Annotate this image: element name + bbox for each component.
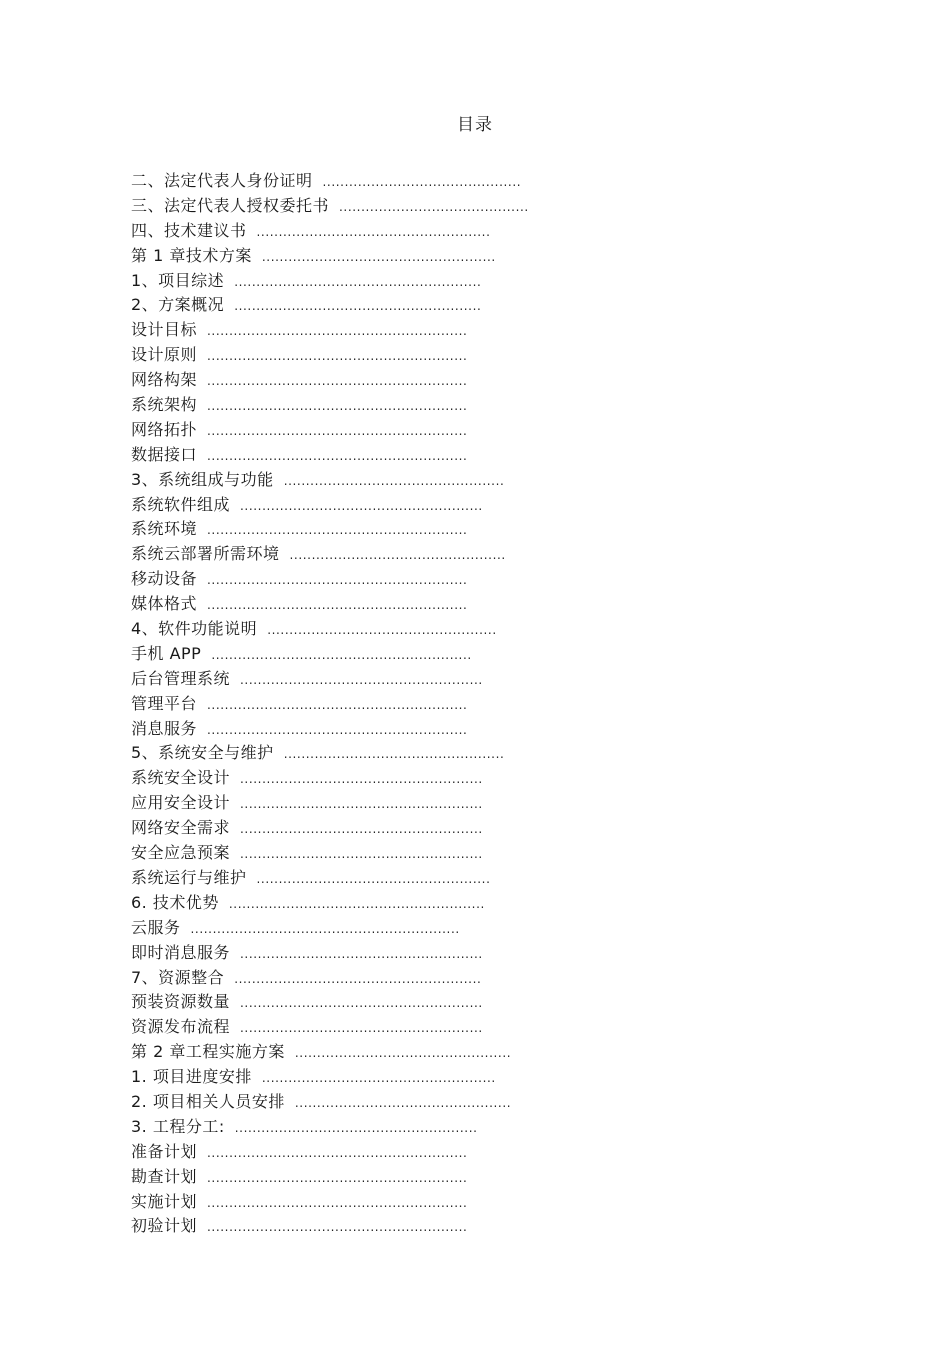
toc-dot-leader: ........................................................... xyxy=(207,349,468,364)
toc-entry-label: 3. 工程分工: xyxy=(131,1116,225,1136)
toc-entry[interactable] xyxy=(131,1190,529,1215)
toc-entry-label: 安全应急预案 xyxy=(131,843,231,863)
toc-entry[interactable] xyxy=(131,1214,529,1239)
toc-entry[interactable] xyxy=(131,841,529,866)
toc-dot-leader: ....................................................... xyxy=(234,1120,478,1135)
toc-dot-leader: ..................................................... xyxy=(261,249,496,264)
toc-entry-label: 即时消息服务 xyxy=(131,942,231,962)
toc-dot-leader: ........................................................... xyxy=(207,598,468,613)
toc-entry-label: 3、系统组成与功能 xyxy=(131,469,274,489)
toc-entry-label: 系统环境 xyxy=(131,519,198,539)
toc-entry-label: 设计目标 xyxy=(131,320,198,340)
toc-entry[interactable] xyxy=(131,542,529,567)
toc-entry[interactable] xyxy=(131,642,529,667)
toc-entry[interactable] xyxy=(131,791,529,816)
toc-entry-label: 网络构架 xyxy=(131,370,198,390)
toc-dot-leader: ..................................................... xyxy=(256,224,491,239)
toc-dot-leader: ........................................... xyxy=(339,199,529,214)
toc-dot-leader: ....................................................... xyxy=(240,498,483,513)
toc-dot-leader: .................................................... xyxy=(267,623,497,638)
toc-entry-label: 6. 技术优势 xyxy=(131,892,219,912)
toc-entry-label: 2、方案概况 xyxy=(131,295,225,315)
toc-entry[interactable] xyxy=(131,318,529,343)
toc-dot-leader: ............................................. xyxy=(322,175,522,189)
toc-entry[interactable] xyxy=(131,1040,529,1065)
toc-dot-leader: ........................................................... xyxy=(207,324,468,339)
toc-dot-leader: ..................................................... xyxy=(256,871,491,886)
toc-dot-leader: ........................................................... xyxy=(207,399,468,414)
toc-entry-label: 系统安全设计 xyxy=(131,768,231,788)
toc-entry-label: 系统架构 xyxy=(131,395,198,415)
toc-entry-label: 1、项目综述 xyxy=(131,270,225,290)
toc-entry-label: 预装资源数量 xyxy=(131,992,231,1012)
toc-dot-leader: ........................................................ xyxy=(234,299,482,314)
toc-entry[interactable] xyxy=(131,1115,529,1140)
toc-entry[interactable] xyxy=(131,667,529,692)
toc-dot-leader: ............................................................. xyxy=(190,921,460,936)
toc-entry[interactable] xyxy=(131,916,529,941)
toc-entry[interactable] xyxy=(131,816,529,841)
toc-entry-label: 管理平台 xyxy=(131,693,198,713)
toc-entry-label: 勘查计划 xyxy=(131,1166,198,1186)
toc-entry-label: 四、技术建议书 xyxy=(131,220,247,240)
toc-entry-label: 后台管理系统 xyxy=(131,668,231,688)
toc-dot-leader: ................................................. xyxy=(294,1095,512,1110)
toc-entry[interactable] xyxy=(131,766,529,791)
toc-dot-leader: ........................................................... xyxy=(207,722,468,737)
toc-entry[interactable] xyxy=(131,368,529,393)
toc-entry-label: 消息服务 xyxy=(131,718,198,738)
toc-entry[interactable] xyxy=(131,493,529,518)
toc-entry[interactable] xyxy=(131,517,529,542)
toc-entry-label: 初验计划 xyxy=(131,1216,198,1236)
toc-dot-leader: ........................................................... xyxy=(211,647,472,662)
toc-entry[interactable] xyxy=(131,393,529,418)
toc-entry-label: 2. 项目相关人员安排 xyxy=(131,1091,285,1111)
toc-entry[interactable] xyxy=(131,891,529,916)
toc-dot-leader: ........................................................... xyxy=(207,1170,468,1185)
toc-dot-leader: ..................................................... xyxy=(261,1071,496,1086)
toc-entry[interactable] xyxy=(131,1065,529,1090)
toc-dot-leader: ....................................................... xyxy=(240,946,483,961)
toc-dot-leader: ........................................................... xyxy=(207,573,468,588)
toc-dot-leader: .................................................. xyxy=(283,747,505,762)
table-of-contents xyxy=(131,169,529,1239)
toc-entry[interactable] xyxy=(131,443,529,468)
toc-dot-leader: ....................................................... xyxy=(240,1021,483,1036)
toc-entry-label: 第 2 章工程实施方案 xyxy=(131,1042,285,1062)
toc-entry-label: 设计原则 xyxy=(131,345,198,365)
toc-dot-leader: ........................................................... xyxy=(207,374,468,389)
toc-entry-label: 网络安全需求 xyxy=(131,818,231,838)
toc-entry-label: 云服务 xyxy=(131,917,181,937)
toc-dot-leader: ................................................. xyxy=(294,1046,512,1061)
toc-entry[interactable] xyxy=(131,1165,529,1190)
toc-dot-leader: ....................................................... xyxy=(240,847,483,862)
toc-entry-label: 5、系统安全与维护 xyxy=(131,743,274,763)
page-title: 目录 xyxy=(457,115,493,135)
toc-dot-leader: ................................................. xyxy=(289,548,506,563)
toc-entry-label: 数据接口 xyxy=(131,444,198,464)
toc-entry[interactable] xyxy=(131,592,529,617)
toc-entry-label: 1. 项目进度安排 xyxy=(131,1067,252,1087)
toc-entry-label: 资源发布流程 xyxy=(131,1017,231,1037)
toc-entry[interactable] xyxy=(131,741,529,766)
toc-entry[interactable] xyxy=(131,293,529,318)
toc-entry-label: 7、资源整合 xyxy=(131,967,225,987)
toc-entry[interactable] xyxy=(131,418,529,443)
toc-dot-leader: ........................................................ xyxy=(234,274,482,289)
toc-entry[interactable] xyxy=(131,866,529,891)
toc-dot-leader: ....................................................... xyxy=(240,797,483,812)
toc-entry[interactable] xyxy=(131,990,529,1015)
toc-entry-label: 4、软件功能说明 xyxy=(131,619,258,639)
toc-entry-label: 实施计划 xyxy=(131,1191,198,1211)
toc-entry[interactable] xyxy=(131,343,529,368)
toc-entry-label: 移动设备 xyxy=(131,569,198,589)
toc-entry[interactable] xyxy=(131,244,529,269)
toc-dot-leader: ....................................................... xyxy=(240,822,483,837)
toc-dot-leader: ........................................................ xyxy=(234,971,482,986)
toc-entry[interactable] xyxy=(131,1140,529,1165)
toc-dot-leader: ........................................................... xyxy=(207,523,468,538)
toc-entry[interactable] xyxy=(131,468,529,493)
toc-entry-label: 系统软件组成 xyxy=(131,494,231,514)
toc-entry[interactable] xyxy=(131,1090,529,1115)
toc-dot-leader: ....................................................... xyxy=(240,772,483,787)
toc-dot-leader: ........................................................... xyxy=(207,423,468,438)
toc-dot-leader: ........................................................... xyxy=(207,697,468,712)
toc-entry-label: 系统运行与维护 xyxy=(131,867,247,887)
toc-entry[interactable] xyxy=(131,692,529,717)
toc-dot-leader: .......................................................... xyxy=(228,896,485,911)
toc-entry-label: 媒体格式 xyxy=(131,594,198,614)
toc-entry[interactable] xyxy=(131,269,529,294)
toc-dot-leader: ........................................................... xyxy=(207,1195,468,1210)
toc-dot-leader: ........................................................... xyxy=(207,1220,468,1235)
toc-entry[interactable] xyxy=(131,219,529,244)
toc-entry-label: 第 1 章技术方案 xyxy=(131,245,252,265)
toc-entry-label: 二、法定代表人身份证明 xyxy=(131,171,313,190)
toc-dot-leader: .................................................. xyxy=(283,473,505,488)
toc-entry-label: 系统云部署所需环境 xyxy=(131,544,280,564)
toc-entry-label: 手机 APP xyxy=(131,643,202,663)
toc-entry[interactable] xyxy=(131,169,529,194)
toc-entry-label: 准备计划 xyxy=(131,1141,198,1161)
toc-dot-leader: ........................................................... xyxy=(207,1145,468,1160)
toc-entry[interactable] xyxy=(131,194,529,219)
toc-dot-leader: ....................................................... xyxy=(240,672,483,687)
toc-entry[interactable] xyxy=(131,717,529,742)
toc-dot-leader: ....................................................... xyxy=(240,996,483,1011)
toc-entry[interactable] xyxy=(131,1015,529,1040)
toc-entry[interactable] xyxy=(131,567,529,592)
toc-entry[interactable] xyxy=(131,941,529,966)
toc-entry-label: 应用安全设计 xyxy=(131,793,231,813)
toc-entry[interactable] xyxy=(131,617,529,642)
toc-entry[interactable] xyxy=(131,966,529,991)
toc-dot-leader: ........................................................... xyxy=(207,448,468,463)
toc-entry-label: 网络拓扑 xyxy=(131,419,198,439)
toc-entry-label: 三、法定代表人授权委托书 xyxy=(131,195,330,215)
